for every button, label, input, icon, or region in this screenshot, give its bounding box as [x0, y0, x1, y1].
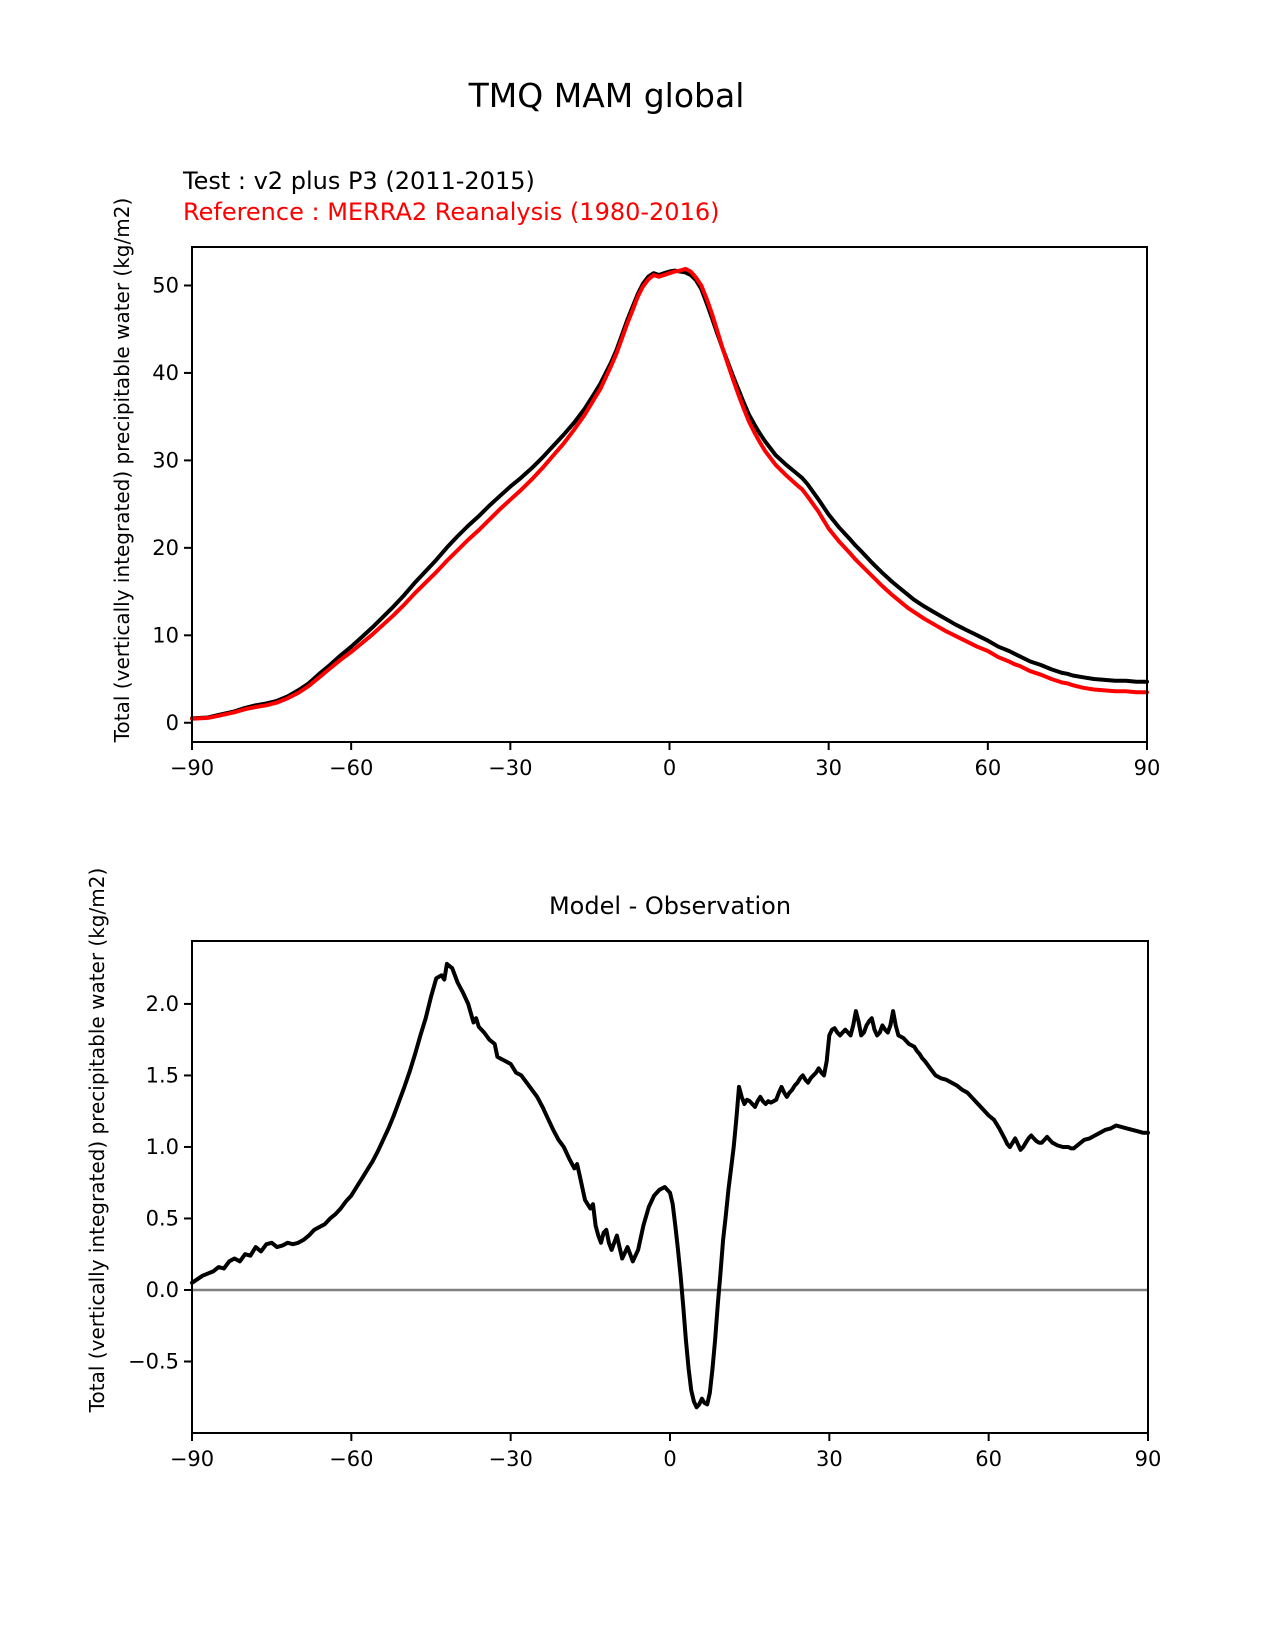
x-tick-label: −60	[329, 1447, 374, 1471]
series-line-0	[192, 964, 1148, 1407]
x-tick-label: −30	[488, 1447, 533, 1471]
y-tick-label: −0.5	[128, 1349, 179, 1374]
bottom-chart-ylabel: Total (vertically integrated) precipitable water (kg/m2)	[85, 867, 109, 1413]
page-title: TMQ MAM global	[468, 76, 745, 115]
y-tick-label: 20	[152, 535, 179, 560]
y-tick-label: 0.5	[145, 1206, 179, 1231]
y-tick-label: 50	[152, 273, 179, 298]
top-chart-ylabel: Total (vertically integrated) precipitable water (kg/m2)	[110, 197, 134, 743]
x-tick-label: −90	[169, 1447, 215, 1471]
y-tick-label: 1.0	[145, 1134, 179, 1159]
x-tick-label: 60	[975, 1447, 1003, 1471]
axes-box	[192, 247, 1147, 742]
x-tick-label: −90	[169, 756, 215, 780]
x-tick-label: 90	[1134, 1447, 1162, 1471]
bottom-chart	[128, 941, 1161, 1471]
y-tick-label: 40	[152, 360, 179, 385]
y-tick-label: 1.5	[145, 1063, 179, 1088]
x-tick-label: 30	[815, 1447, 843, 1471]
y-tick-label: 0.0	[145, 1277, 179, 1302]
y-tick-label: 2.0	[145, 991, 179, 1016]
legend-test-label: Test : v2 plus P3 (2011-2015)	[183, 167, 535, 195]
y-tick-label: 10	[152, 623, 179, 648]
x-tick-label: 60	[974, 756, 1002, 780]
x-tick-label: 0	[663, 1447, 677, 1471]
series-line-1	[192, 269, 1147, 719]
series-line-0	[192, 271, 1147, 719]
x-tick-label: 0	[662, 756, 677, 780]
axes-box	[192, 941, 1148, 1433]
y-tick-label: 30	[152, 448, 179, 473]
x-tick-label: −60	[329, 756, 374, 780]
legend-reference-label: Reference : MERRA2 Reanalysis (1980-2016)	[183, 198, 720, 226]
y-tick-label: 0	[165, 710, 179, 735]
bottom-chart-title: Model - Observation	[548, 892, 792, 920]
x-tick-label: 90	[1133, 756, 1161, 780]
top-chart	[152, 247, 1160, 780]
x-tick-label: 30	[815, 756, 843, 780]
x-tick-label: −30	[488, 756, 533, 780]
